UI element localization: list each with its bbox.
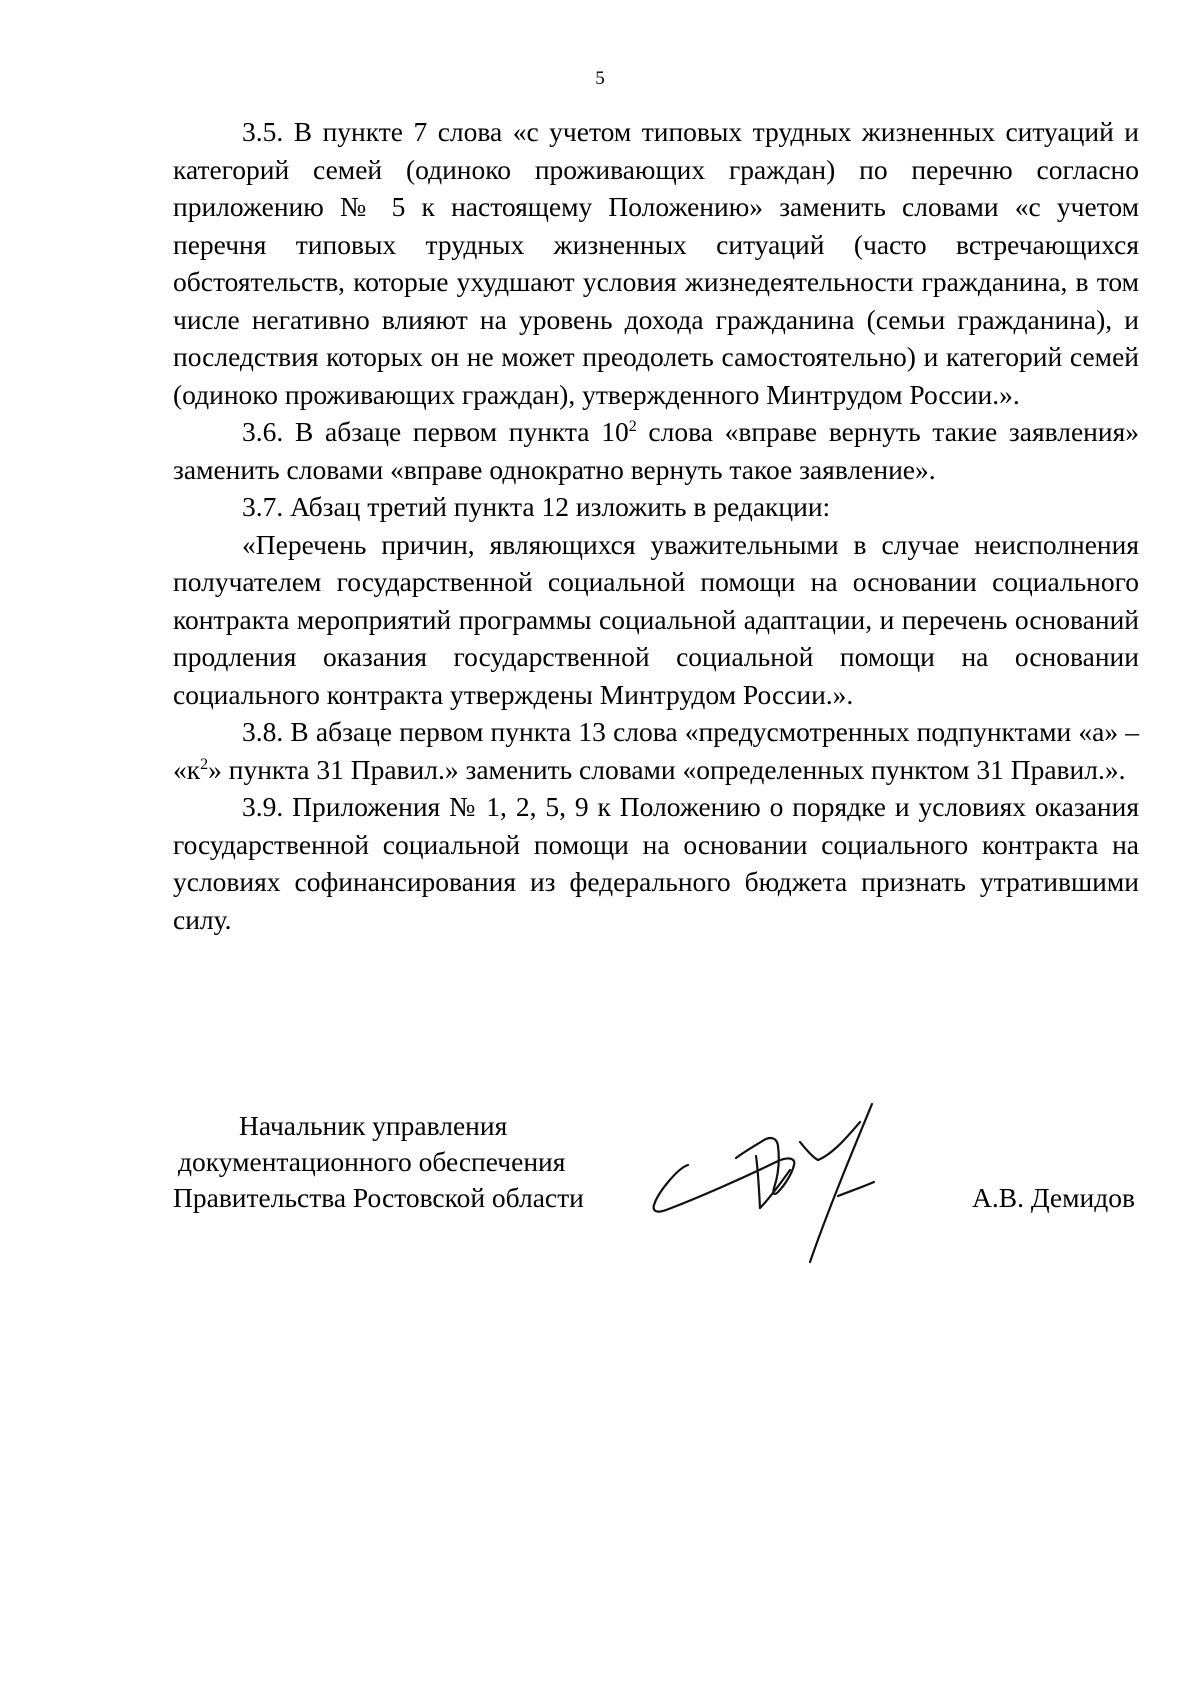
paragraph-3-6-text-end: слова «вправе вернуть такие заявления» заменить словами «вправе однократно вернуть такое заявление».	[173, 416, 1139, 485]
signer-name: А.В. Демидов	[972, 1182, 1135, 1213]
paragraph-3-7: 3.7. Абзац третий пункта 12 изложить в редакции:	[242, 491, 831, 522]
signatory-title-line-1: Начальник управления	[239, 1110, 508, 1141]
paragraph-3-9: 3.9. Приложения № 1, 2, 5, 9 к Положению о порядке и условиях оказания государственной социальной помощи на основании социального контракта на условиях софинансирования из федерального бюджета признать утратившими силу.	[173, 791, 1139, 935]
paragraph-3-5: 3.5. В пункте 7 слова «с учетом типовых трудных жизненных ситуаций и категорий семей (одиноко проживающих граждан) по перечню согласно приложению № 5 к настоящему Положению» заменить словами «с учетом перечня типовых трудных жизненных ситуаций (часто встречающихся обстоятельств, которые ухудшают условия жизнедеятельности гражданина, в том числе негативно влияют на уровень дохода гражданина (семьи гражданина), и последствия которых он не может преодолеть самостоятельно) и категорий семей (одиноко проживающих граждан), утвержденного Минтрудом России.».	[173, 116, 1139, 410]
paragraph-3-8-text-start: 3.8. В абзаце первом пункта 13 слова «предусмотренных подпунктами «а» – «к	[173, 716, 1139, 785]
superscript-2: 2	[200, 755, 209, 773]
paragraph-3-6-text-start: 3.6. В абзаце первом пункта 10	[242, 416, 629, 447]
paragraph-3-7-quote: «Перечень причин, являющихся уважительными в случае неисполнения получателем государственной социальной помощи на основании социального контракта мероприятий программы социальной адаптации, и перечень оснований продления оказания государственной социальной помощи на основании социального контракта утверждены Минтрудом России.».	[173, 528, 1139, 710]
superscript-2: 2	[628, 417, 637, 435]
paragraph-3-8-text-end: » пункта 31 Правил.» заменить словами «определенных пунктом 31 Правил.».	[208, 753, 1126, 785]
signatory-title	[173, 1108, 613, 1216]
signatory-title-line-3: Правительства Ростовской области	[173, 1182, 584, 1213]
paragraph-3-8	[173, 713, 1139, 788]
signatory-title-line-2: документационного обеспечения	[178, 1146, 566, 1177]
document-body	[173, 113, 1139, 938]
paragraph-3-6	[173, 413, 1139, 488]
page-number: 5	[595, 68, 605, 89]
handwritten-signature	[648, 1100, 938, 1270]
